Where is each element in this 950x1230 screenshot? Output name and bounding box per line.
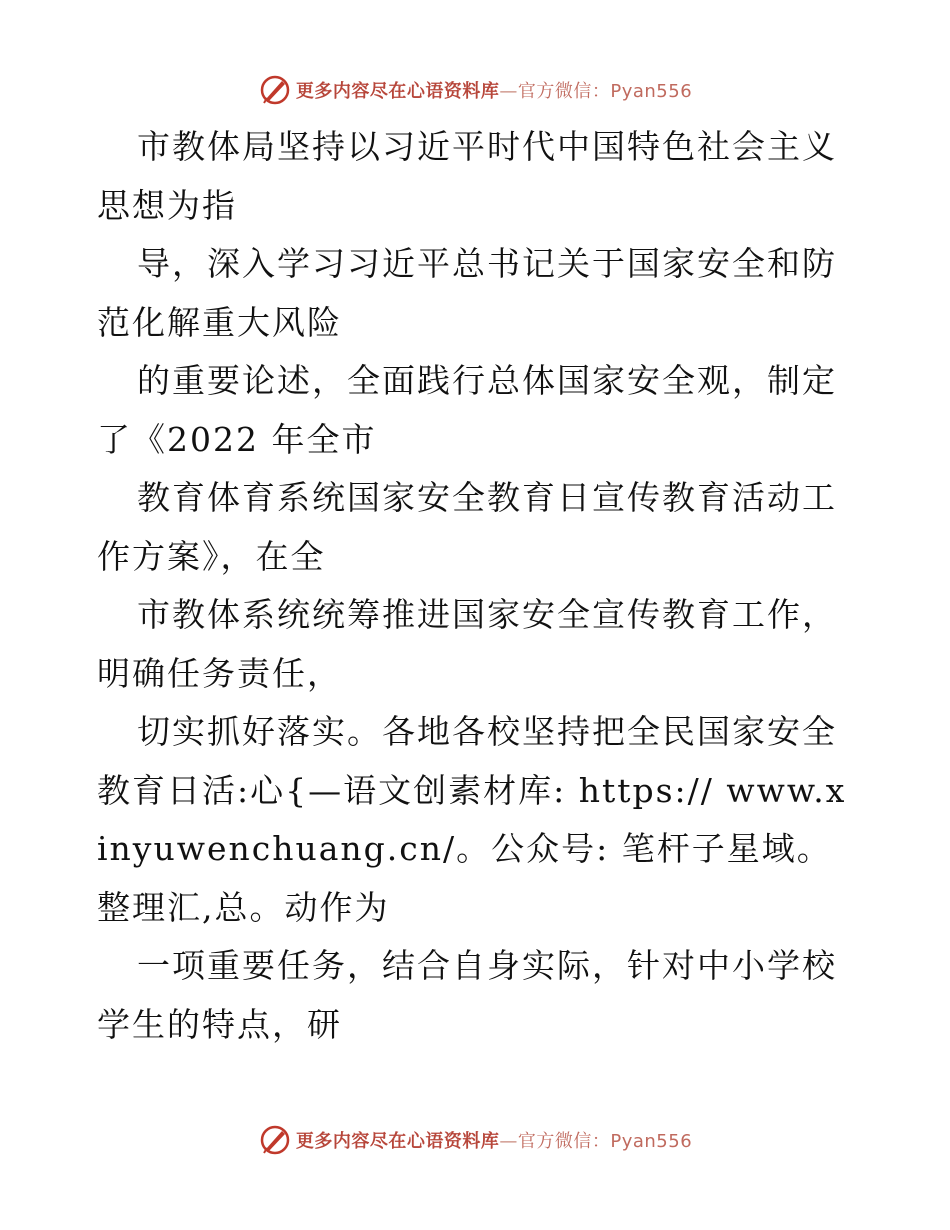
header-banner-main: 更多内容尽在心语资料库 — [295, 81, 500, 102]
header-banner-separator: — — [499, 81, 518, 102]
paragraph: 一项重要任务，结合自身实际，针对中小学校学生的特点，研 — [97, 946, 837, 1044]
footer-banner-text — [296, 1127, 692, 1153]
paragraph: 的重要论述，全面践行总体国家安全观，制定了《2022 年全市 — [97, 361, 837, 459]
footer-banner-separator: — — [499, 1131, 518, 1152]
paragraph: 导，深入学习习近平总书记关于国家安全和防范化解重大风险 — [97, 244, 837, 342]
header-banner — [0, 70, 950, 110]
footer-banner — [0, 1120, 950, 1160]
document-body — [97, 118, 857, 1054]
footer-banner-contact: 官方微信：Pyan556 — [517, 1131, 693, 1152]
paragraph: 教育体育系统国家安全教育日宣传教育活动工作方案》，在全 — [97, 478, 837, 576]
quill-logo-icon — [258, 1123, 292, 1157]
paragraph: 切实抓好落实。各地各校坚持把全民国家安全教育日活:心{—语文创素材库: https:// www.xinyuwenchuang.cn/。公众号: 笔杆子星域。整理汇,总。动作为 — [97, 712, 847, 927]
footer-banner-main: 更多内容尽在心语资料库 — [295, 1131, 500, 1152]
quill-logo-icon — [258, 73, 292, 107]
paragraph: 市教体局坚持以习近平时代中国特色社会主义思想为指 — [97, 127, 837, 225]
header-banner-contact: 官方微信：Pyan556 — [517, 81, 693, 102]
paragraph: 市教体系统统筹推进国家安全宣传教育工作，明确任务责任， — [97, 595, 837, 693]
header-banner-text — [296, 77, 692, 103]
